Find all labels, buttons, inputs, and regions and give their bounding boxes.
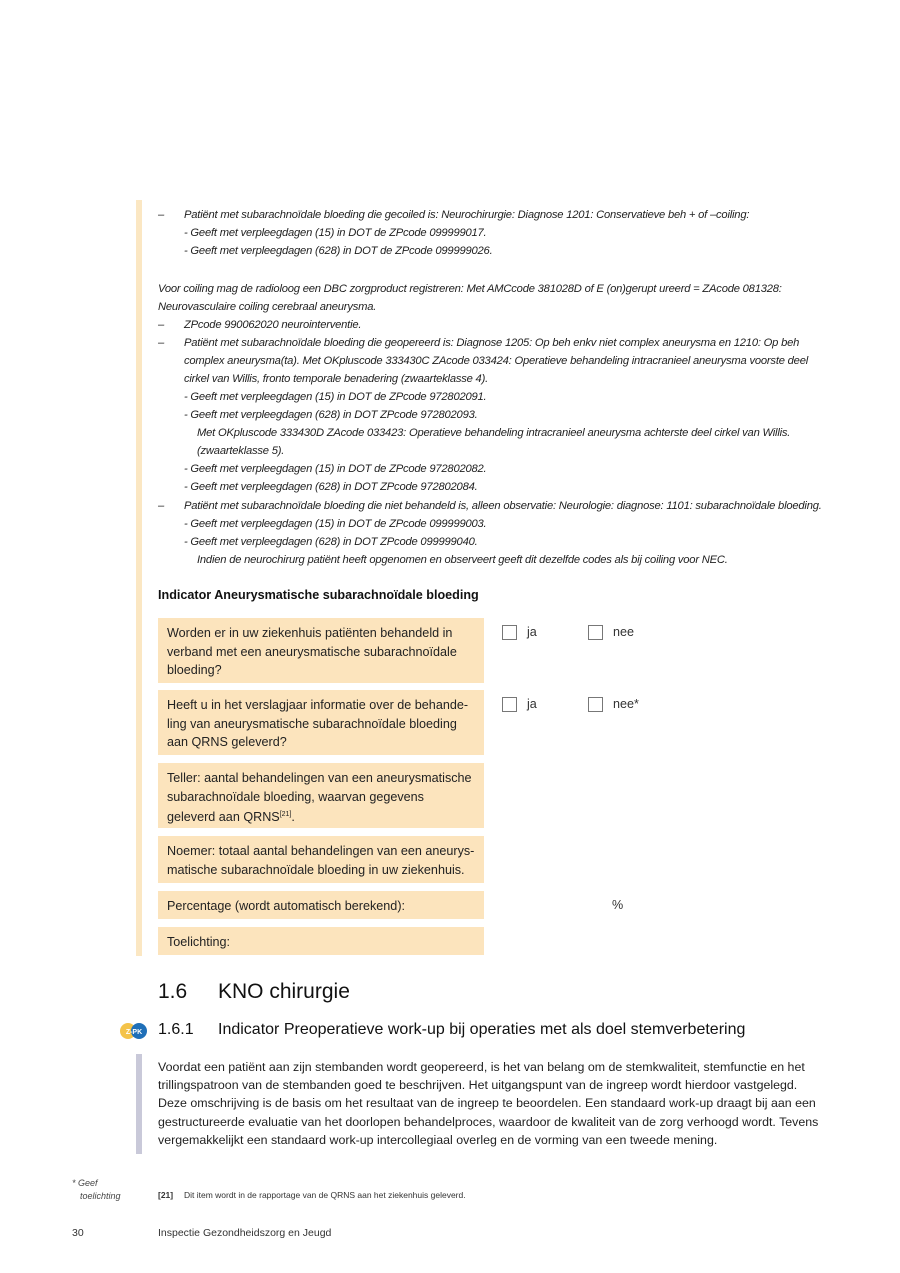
noemer-field[interactable] [158, 836, 484, 883]
instruction-line: - Geeft met verpleegdagen (15) in DOT de ZPcode 972802091. [184, 391, 487, 403]
dash-bullet: – [158, 209, 165, 221]
percentage-label: Percentage (wordt automatisch berekend): [167, 899, 406, 913]
noemer-label: Noemer: totaal aantal behandelingen van een aneurys-matische subarachnoïdale bloeding in uw ziekenhuis. [167, 844, 475, 877]
instruction-line: (zwaarteklasse 5). [197, 445, 285, 457]
instruction-line: cirkel van Willis, fronto temporale benadering (zwaarteklasse 4). [184, 373, 489, 385]
instruction-line: - Geeft met verpleegdagen (15) in DOT de ZPcode 099999003. [184, 518, 487, 530]
q2-nee-checkbox[interactable] [588, 697, 603, 712]
instruction-line: Neurovasculaire coiling cerebraal aneurysma. [158, 301, 377, 313]
q2-ja-checkbox[interactable] [502, 697, 517, 712]
teller-end: . [291, 810, 295, 825]
dash-bullet: – [158, 500, 165, 512]
subsection-title: Indicator Preoperatieve work-up bij operaties met als doel stemverbetering [218, 1021, 746, 1038]
footnote-number: [21] [158, 1190, 174, 1200]
q1-ja-label: ja [527, 625, 537, 639]
instruction-line: ZPcode 990062020 neurointerventie. [184, 319, 362, 331]
instruction-line: Met OKpluscode 333430D ZAcode 033423: Operatieve behandeling intracranieel aneurysma achterste deel cirkel van Willis. [197, 427, 791, 439]
section-number: 1.6 [158, 980, 188, 1003]
svg-text:Z-PK: Z-PK [125, 1029, 143, 1036]
question-2: Heeft u in het verslagjaar informatie over de behande-ling van aneurysmatische subarachnoïdale bloeding aan QRNS geleverd? [158, 690, 484, 755]
instruction-line: Indien de neurochirurg patiënt heeft opgenomen en observeert geeft dit dezelfde codes als bij coiling voor NEC. [197, 554, 728, 566]
margin-note: toelichting [80, 1191, 121, 1201]
intro-paragraph: Voordat een patiënt aan zijn stembanden wordt geopereerd, is het van belang om de stemkwaliteit, stemfunctie en het trillingspatroon van de stembanden goed te beschrijven. Het uitgangspunt van de ingreep wordt hierdoor vastgelegd. Deze omschrijving is de basis om het resultaat van de ingreep te beoordelen. Een standaard work-up draagt bij aan een gestructureerde evaluatie van het doorlopen behandelproces, waardoor de kwaliteit van de zorg verhoogd wordt. Tevens vergemakkelijkt een standaard work-up intercollegiaal overleg en de vorming van een tweede mening. [158, 1060, 819, 1147]
footnote-text: Dit item wordt in de rapportage van de QRNS aan het ziekenhuis geleverd. [184, 1190, 466, 1200]
instruction-line: - Geeft met verpleegdagen (628) in DOT ZPcode 099999040. [184, 536, 478, 548]
toelichting-field[interactable] [158, 927, 484, 955]
q2-ja-label: ja [527, 697, 537, 711]
teller-field[interactable] [158, 763, 484, 828]
section-margin-bar [136, 200, 142, 956]
instruction-line: complex aneurysma(ta). Met OKpluscode 333430C ZAcode 033424: Operatieve behandeling intracranieel aneurysma voorste deel [184, 355, 809, 367]
instruction-line: - Geeft met verpleegdagen (628) in DOT ZPcode 972802093. [184, 409, 478, 421]
dash-bullet: – [158, 319, 165, 331]
zpk-badge-icon [119, 1022, 149, 1040]
instruction-line: Patiënt met subarachnoïdale bloeding die niet behandeld is, alleen observatie: Neurologie: diagnose: 1101: subarachnoïdale bloeding. [184, 500, 822, 512]
teller-label: Teller: aantal behandelingen van een aneurysmatische subarachnoïdale bloeding, waarvan gegevens geleverd aan QRNS [167, 771, 472, 825]
q1-nee-label: nee [613, 625, 635, 639]
percentage-field [158, 891, 484, 919]
instruction-line: - Geeft met verpleegdagen (628) in DOT de ZPcode 099999026. [184, 245, 493, 257]
publisher: Inspectie Gezondheidszorg en Jeugd [158, 1227, 332, 1239]
instruction-line: - Geeft met verpleegdagen (628) in DOT ZPcode 972802084. [184, 481, 478, 493]
instruction-line: Patiënt met subarachnoïdale bloeding die gecoiled is: Neurochirurgie: Diagnose 1201: Conservatieve beh + of –coiling: [184, 209, 750, 221]
indicator-title: Indicator Aneurysmatische subarachnoïdale bloeding [158, 588, 479, 602]
instruction-line: Patiënt met subarachnoïdale bloeding die geopereerd is: Diagnose 1205: Op beh enkv niet complex aneurysma en 1210: Op beh [184, 337, 800, 349]
q1-nee-checkbox[interactable] [588, 625, 603, 640]
paragraph-margin-bar [136, 1054, 142, 1154]
q2-nee-label: nee* [613, 697, 639, 711]
instruction-line: - Geeft met verpleegdagen (15) in DOT de ZPcode 972802082. [184, 463, 487, 475]
dash-bullet: – [158, 337, 165, 349]
question-1: Worden er in uw ziekenhuis patiënten behandeld in verband met een aneurysmatische subarachnoïdale bloeding? [158, 618, 484, 683]
page-number: 30 [72, 1227, 84, 1239]
toelichting-label: Toelichting: [167, 935, 231, 949]
section-title: KNO chirurgie [218, 980, 350, 1003]
subsection-number: 1.6.1 [158, 1021, 194, 1038]
percentage-unit: % [612, 898, 624, 912]
instruction-line: - Geeft met verpleegdagen (15) in DOT de ZPcode 099999017. [184, 227, 487, 239]
q1-ja-checkbox[interactable] [502, 625, 517, 640]
margin-note: * Geef [72, 1178, 98, 1188]
footnote-ref: [21] [279, 811, 292, 818]
instruction-line: Voor coiling mag de radioloog een DBC zorgproduct registreren: Met AMCcode 381028D of E (on)gerupt ureerd = ZAcode 081328: [158, 283, 782, 295]
